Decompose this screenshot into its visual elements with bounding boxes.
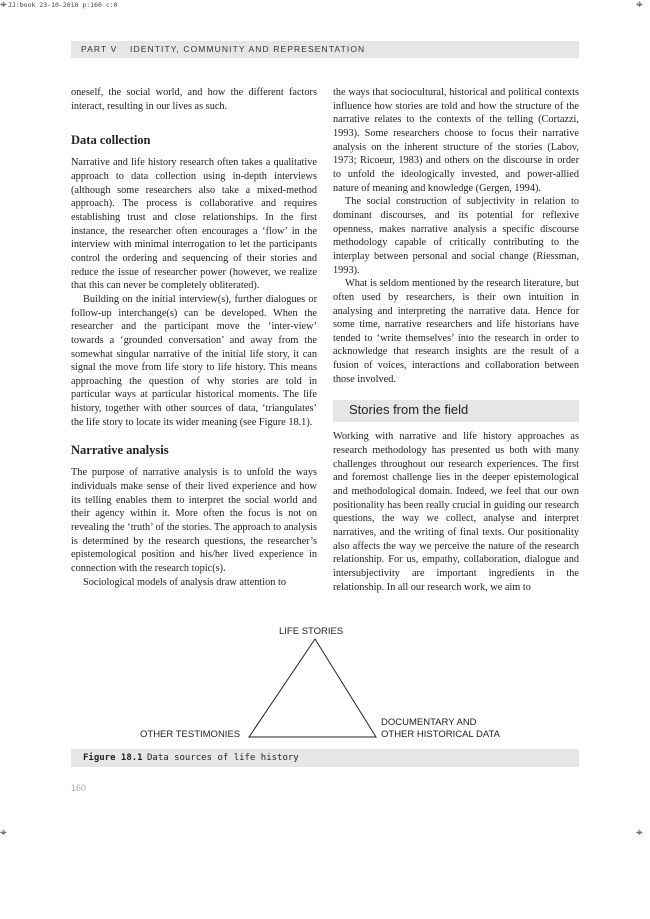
crop-mark-bottom-left: ⌖ — [0, 825, 7, 839]
page-number: 160 — [71, 783, 87, 793]
section-heading-text: Stories from the field — [349, 402, 469, 418]
triangle-shape — [249, 639, 376, 737]
paragraph: Narrative and life history research often takes a qualitative approach to data collection using in-depth interviews (although some researchers also take a mixed-method approach). The process is collaborative and requires establishing trust and close relationships. In the first instance, the researcher often encourages a ‘flow’ in the interview with minimal interrogation to let the participants control the ordering and sequencing of their stories and reduce the issue of researcher power (however, we realize that this can never be completely obliterated). — [71, 157, 317, 292]
paragraph: oneself, the social world, and how the different factors interact, resulting in our lives as such. — [71, 87, 317, 112]
label-other-testimonies: OTHER TESTIMONIES — [140, 729, 241, 740]
section-heading-stories-from-the-field — [333, 400, 579, 422]
paragraph: The social construction of subjectivity in relation to dominant discourses, and its potential for reflexive openness, makes narrative analysis a specific discourse methodology capable of critically contributing to the interplay between personal and social change (Riessman, 1993). — [333, 196, 579, 276]
running-head-part: PART V — [81, 44, 118, 54]
figure-18-1 — [71, 620, 579, 770]
paragraph: What is seldom mentioned by the research literature, but often used by researchers, is their own intuition in analysing and interpreting the narrative data. Hence for some time, narrative researchers and life historians have tended to ‘write themselves’ into the research in order to acknowledge that research insights are the result of a fusion of voices, interactions and collaboration between those involved. — [333, 278, 579, 385]
paragraph: Sociological models of analysis draw attention to — [83, 576, 287, 588]
paragraph: the ways that sociocultural, historical and political contexts influence how stories are told and how the structure of the narrative relates to the contexts of the telling (Cortazzi, 1993). Some researchers choose to focus their narrative analysis on the inherent structure of the stories (Labov, 1973; Ricoeur, 1983) and others on the discourse in order to unfold the ideologically invested, and power-allied nature of meaning and knowledge (Gergen, 1994). — [333, 87, 579, 194]
crop-mark-top-right: ⌖ — [636, 0, 643, 11]
section-heading-data-collection: Data collection — [71, 133, 151, 148]
label-life-stories: LIFE STORIES — [279, 626, 344, 637]
left-column — [71, 86, 317, 589]
paragraph: Working with narrative and life history approaches as research methodology has presented us both with many challenges throughout our research experiences. The first and foremost challenge lies in the deeper epistemological and methodological domain. Indeed, we feel that our own positionality has been really crucial in guiding our research questions, the way we collect, analyse and interpret narratives, and the writing of final texts. Our positionality also affects the way we perceive the nature of the research relationship. For us, empathy, collaboration, dialogue and intersubjectivity are important ingredients in the relationship. In all our research work, we aim to — [333, 431, 579, 593]
print-slug: JJ:book 23-10-2010 p:160 c:0 — [8, 1, 118, 9]
paragraph: The purpose of narrative analysis is to unfold the ways individuals make sense of their lived experience and how its telling enables them to interpret the social world and their agency within it. More often the focus is not on revealing the ‘truth’ of the stories. The approach to analysis is determined by the research questions, the researcher’s epistemological position and his/her lived experience in connection with the research topic(s). — [71, 467, 317, 575]
running-head-title: IDENTITY, COMMUNITY AND REPRESENTATION — [130, 44, 366, 54]
figure-caption-number: Figure 18.1 — [83, 753, 143, 763]
label-documentary-line1: DOCUMENTARY AND — [381, 717, 477, 728]
paragraph: Building on the initial interview(s), further dialogues or follow-up interchange(s) can be developed. When the researcher and the participant move the ‘inter-view’ towards a ‘grounded conversation’ and away from the somewhat singular narrative of the initial life story, it can signal the move from life story to life history. This means approaching the question of why stories are told in particular ways at particular historical moments. The life history, together with other sources of data, ‘triangulates’ the life story to locate its wider meaning (see Figure 18.1). — [71, 293, 317, 428]
right-column — [333, 86, 579, 594]
crop-mark-top-left: ⌖ — [0, 0, 7, 11]
running-head — [71, 41, 579, 58]
figure-caption — [71, 749, 579, 767]
section-heading-narrative-analysis: Narrative analysis — [71, 443, 169, 458]
label-documentary-line2: OTHER HISTORICAL DATA — [381, 729, 500, 740]
crop-mark-bottom-right: ⌖ — [636, 825, 643, 839]
figure-caption-text: Data sources of life history — [147, 753, 299, 763]
